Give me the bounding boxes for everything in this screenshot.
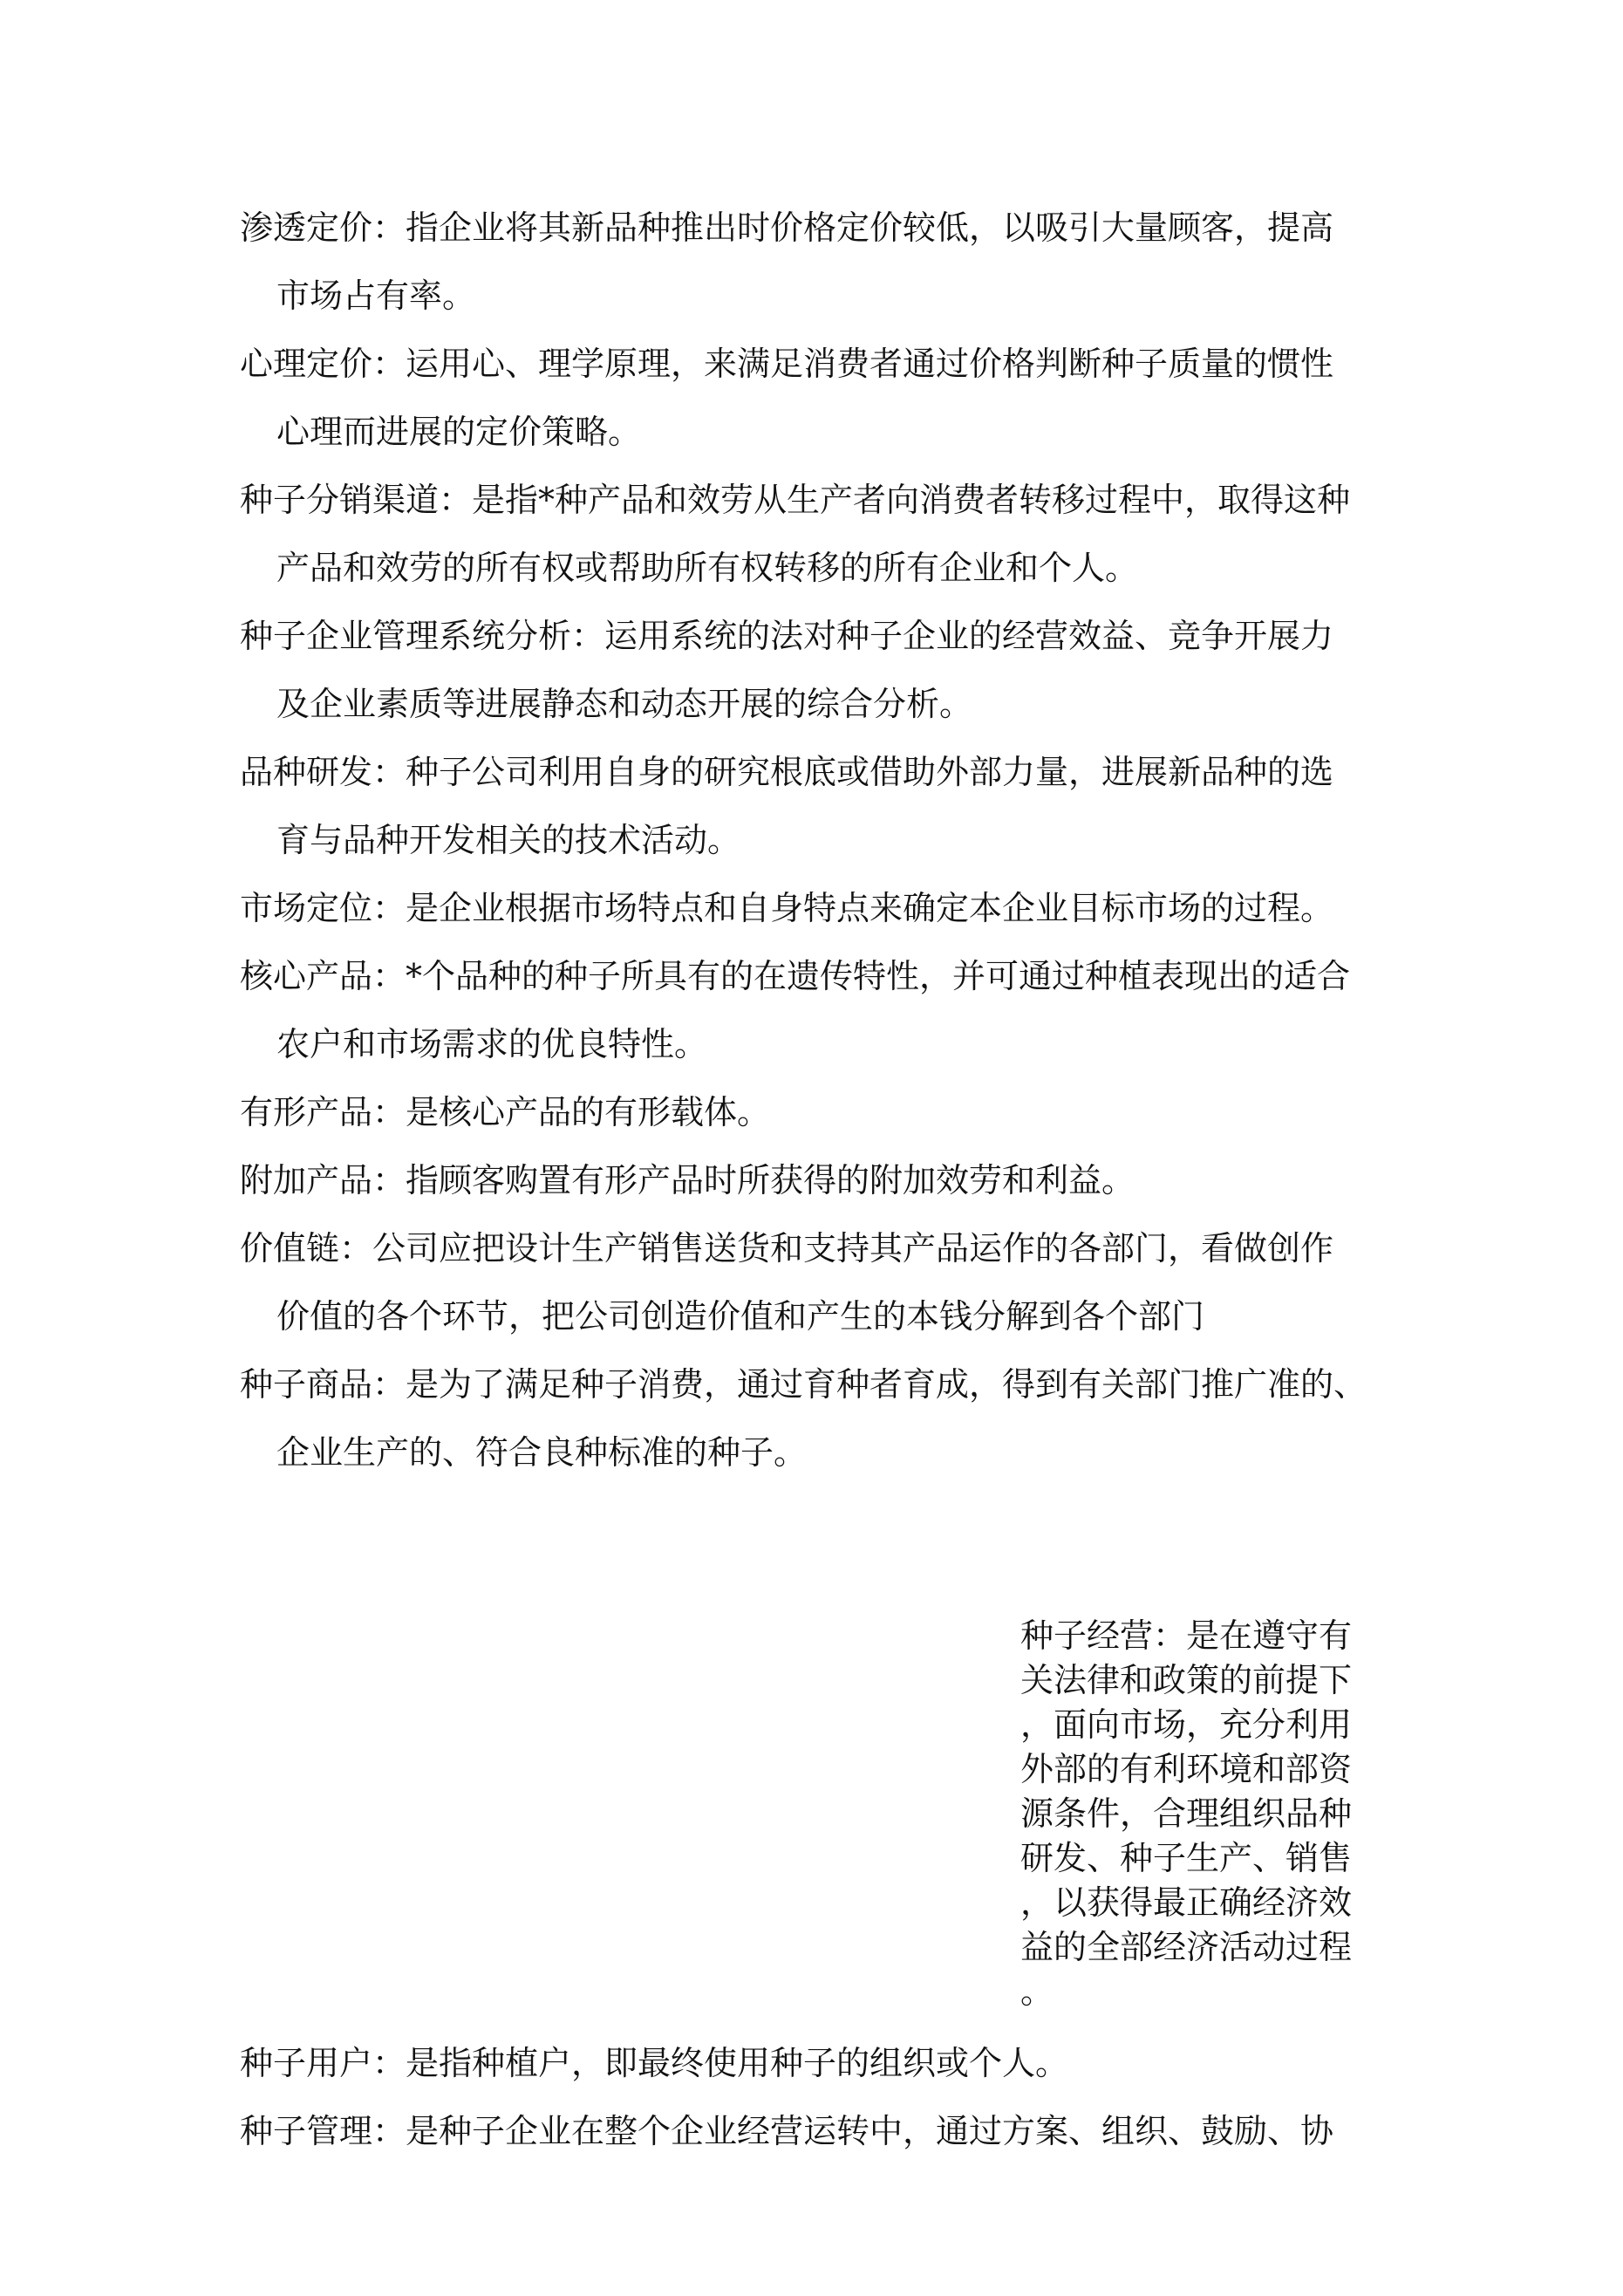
entry-management-system-analysis (240, 602, 1408, 738)
entry-line: 种子管理：是种子企业在整个企业经营运转中，通过方案、组织、鼓励、协 (240, 2112, 1334, 2150)
text-box-line: 源条件，合理组织品种 (1020, 1794, 1353, 1833)
entry-line: 种子用户：是指种植户，即最终使用种子的组织或个人。 (240, 2044, 1069, 2082)
entry-line: 品种研发：种子公司利用自身的研究根底或借助外部力量，进展新品种的选 (240, 753, 1334, 791)
entry-line: 有形产品：是核心产品的有形载体。 (240, 1093, 771, 1131)
entry-psychological-pricing (240, 330, 1408, 466)
entry-line: 种子分销渠道：是指*种产品和效劳从生产者向消费者转移过程中，取得这种 (240, 481, 1351, 519)
entry-line: 市场占有率。 (276, 277, 476, 315)
entry-line: 核心产品：*个品种的种子所具有的在遗传特性，并可通过种植表现出的适合 (240, 957, 1351, 995)
entry-seed-distribution-channel (240, 466, 1408, 602)
seed-business-text-box (1020, 1614, 1387, 2014)
entry-line: 心理定价：运用心、理学原理，来满足消费者通过价格判断种子质量的惯性 (240, 345, 1334, 383)
text-box-line: 种子经营：是在遵守有 (1020, 1616, 1353, 1655)
entry-line: 价值的各个环节，把公司创造价值和产生的本钱分解到各个部门 (276, 1297, 1205, 1336)
entry-penetration-pricing (240, 194, 1408, 330)
entry-augmented-product (240, 1146, 1408, 1214)
text-box-line: ，以获得最正确经济效 (1020, 1883, 1353, 1922)
entry-seed-management (240, 2097, 1408, 2165)
entry-line: 价值链：公司应把设计生产销售送货和支持其产品运作的各部门，看做创作 (240, 1229, 1334, 1268)
text-box-line: 关法律和政策的前提下 (1020, 1661, 1353, 1699)
entry-seed-user (240, 2029, 1408, 2097)
text-box-line: 益的全部经济活动过程 (1020, 1928, 1353, 1966)
entry-tangible-product (240, 1078, 1408, 1146)
text-box-line: ，面向市场，充分利用 (1020, 1705, 1353, 1744)
text-box-line: 研发、种子生产、销售 (1020, 1839, 1353, 1877)
entry-line: 企业生产的、符合良种标准的种子。 (276, 1433, 808, 1472)
entry-line: 种子商品：是为了满足种子消费，通过育种者育成，得到有关部门推广准的、 (240, 1365, 1367, 1404)
entry-value-chain (240, 1214, 1408, 1350)
entry-core-product (240, 942, 1408, 1078)
entry-line: 农户和市场需求的优良特性。 (276, 1025, 708, 1063)
entry-line: 产品和效劳的所有权或帮助所有权转移的所有企业和个人。 (276, 549, 1139, 587)
entry-line: 渗透定价：指企业将其新品种推出时价格定价较低，以吸引大量顾客，提高 (240, 208, 1334, 247)
entry-market-positioning (240, 874, 1408, 942)
entry-line: 市场定位：是企业根据市场特点和自身特点来确定本企业目标市场的过程。 (240, 889, 1334, 927)
text-box-line: 外部的有利环境和部资 (1020, 1750, 1353, 1788)
entry-seed-commodity (240, 1350, 1408, 1486)
entry-line: 附加产品：指顾客购置有形产品时所获得的附加效劳和利益。 (240, 1161, 1135, 1199)
entry-line: 种子企业管理系统分析：运用系统的法对种子企业的经营效益、竞争开展力 (240, 617, 1334, 655)
entry-line: 心理而进展的定价策略。 (276, 413, 642, 451)
entry-line: 及企业素质等进展静态和动态开展的综合分析。 (276, 685, 973, 723)
entry-variety-rd (240, 738, 1408, 874)
text-box-line: 。 (1020, 1972, 1054, 2011)
entry-line: 育与品种开发相关的技术活动。 (276, 821, 741, 859)
